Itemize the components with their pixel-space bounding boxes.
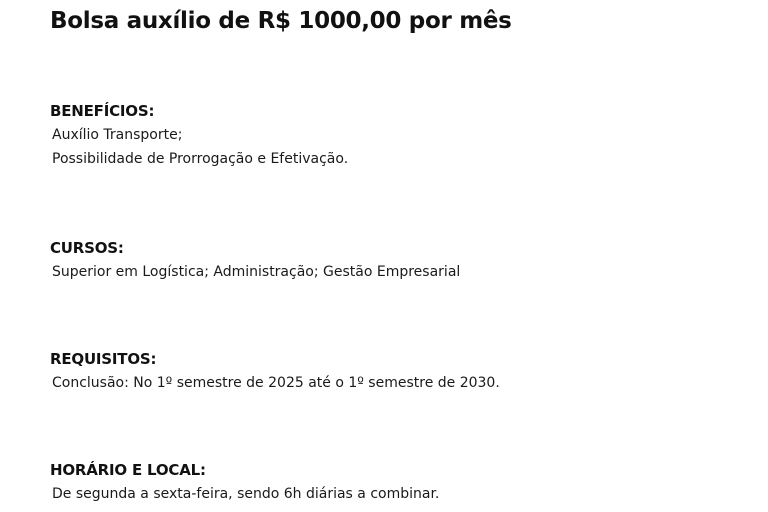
section-line: Auxílio Transporte;	[52, 127, 183, 143]
section-requisitos	[50, 350, 500, 392]
section-heading: BENEFÍCIOS:	[50, 102, 155, 120]
section-heading: REQUISITOS:	[50, 350, 157, 368]
section-line: Superior em Logística; Administração; Gestão Empresarial	[52, 264, 461, 280]
section-line: De segunda a sexta-feira, sendo 6h diárias a combinar.	[52, 486, 440, 502]
section-heading: HORÁRIO E LOCAL:	[50, 461, 206, 479]
section-heading: CURSOS:	[50, 239, 124, 257]
section-line: Possibilidade de Prorrogação e Efetivação.	[52, 151, 349, 167]
section-beneficios	[50, 102, 348, 168]
section-horario-local	[50, 461, 439, 503]
section-cursos	[50, 239, 460, 281]
page-title: Bolsa auxílio de R$ 1000,00 por mês	[50, 8, 512, 34]
section-line: Conclusão: No 1º semestre de 2025 até o 1º semestre de 2030.	[52, 375, 500, 391]
